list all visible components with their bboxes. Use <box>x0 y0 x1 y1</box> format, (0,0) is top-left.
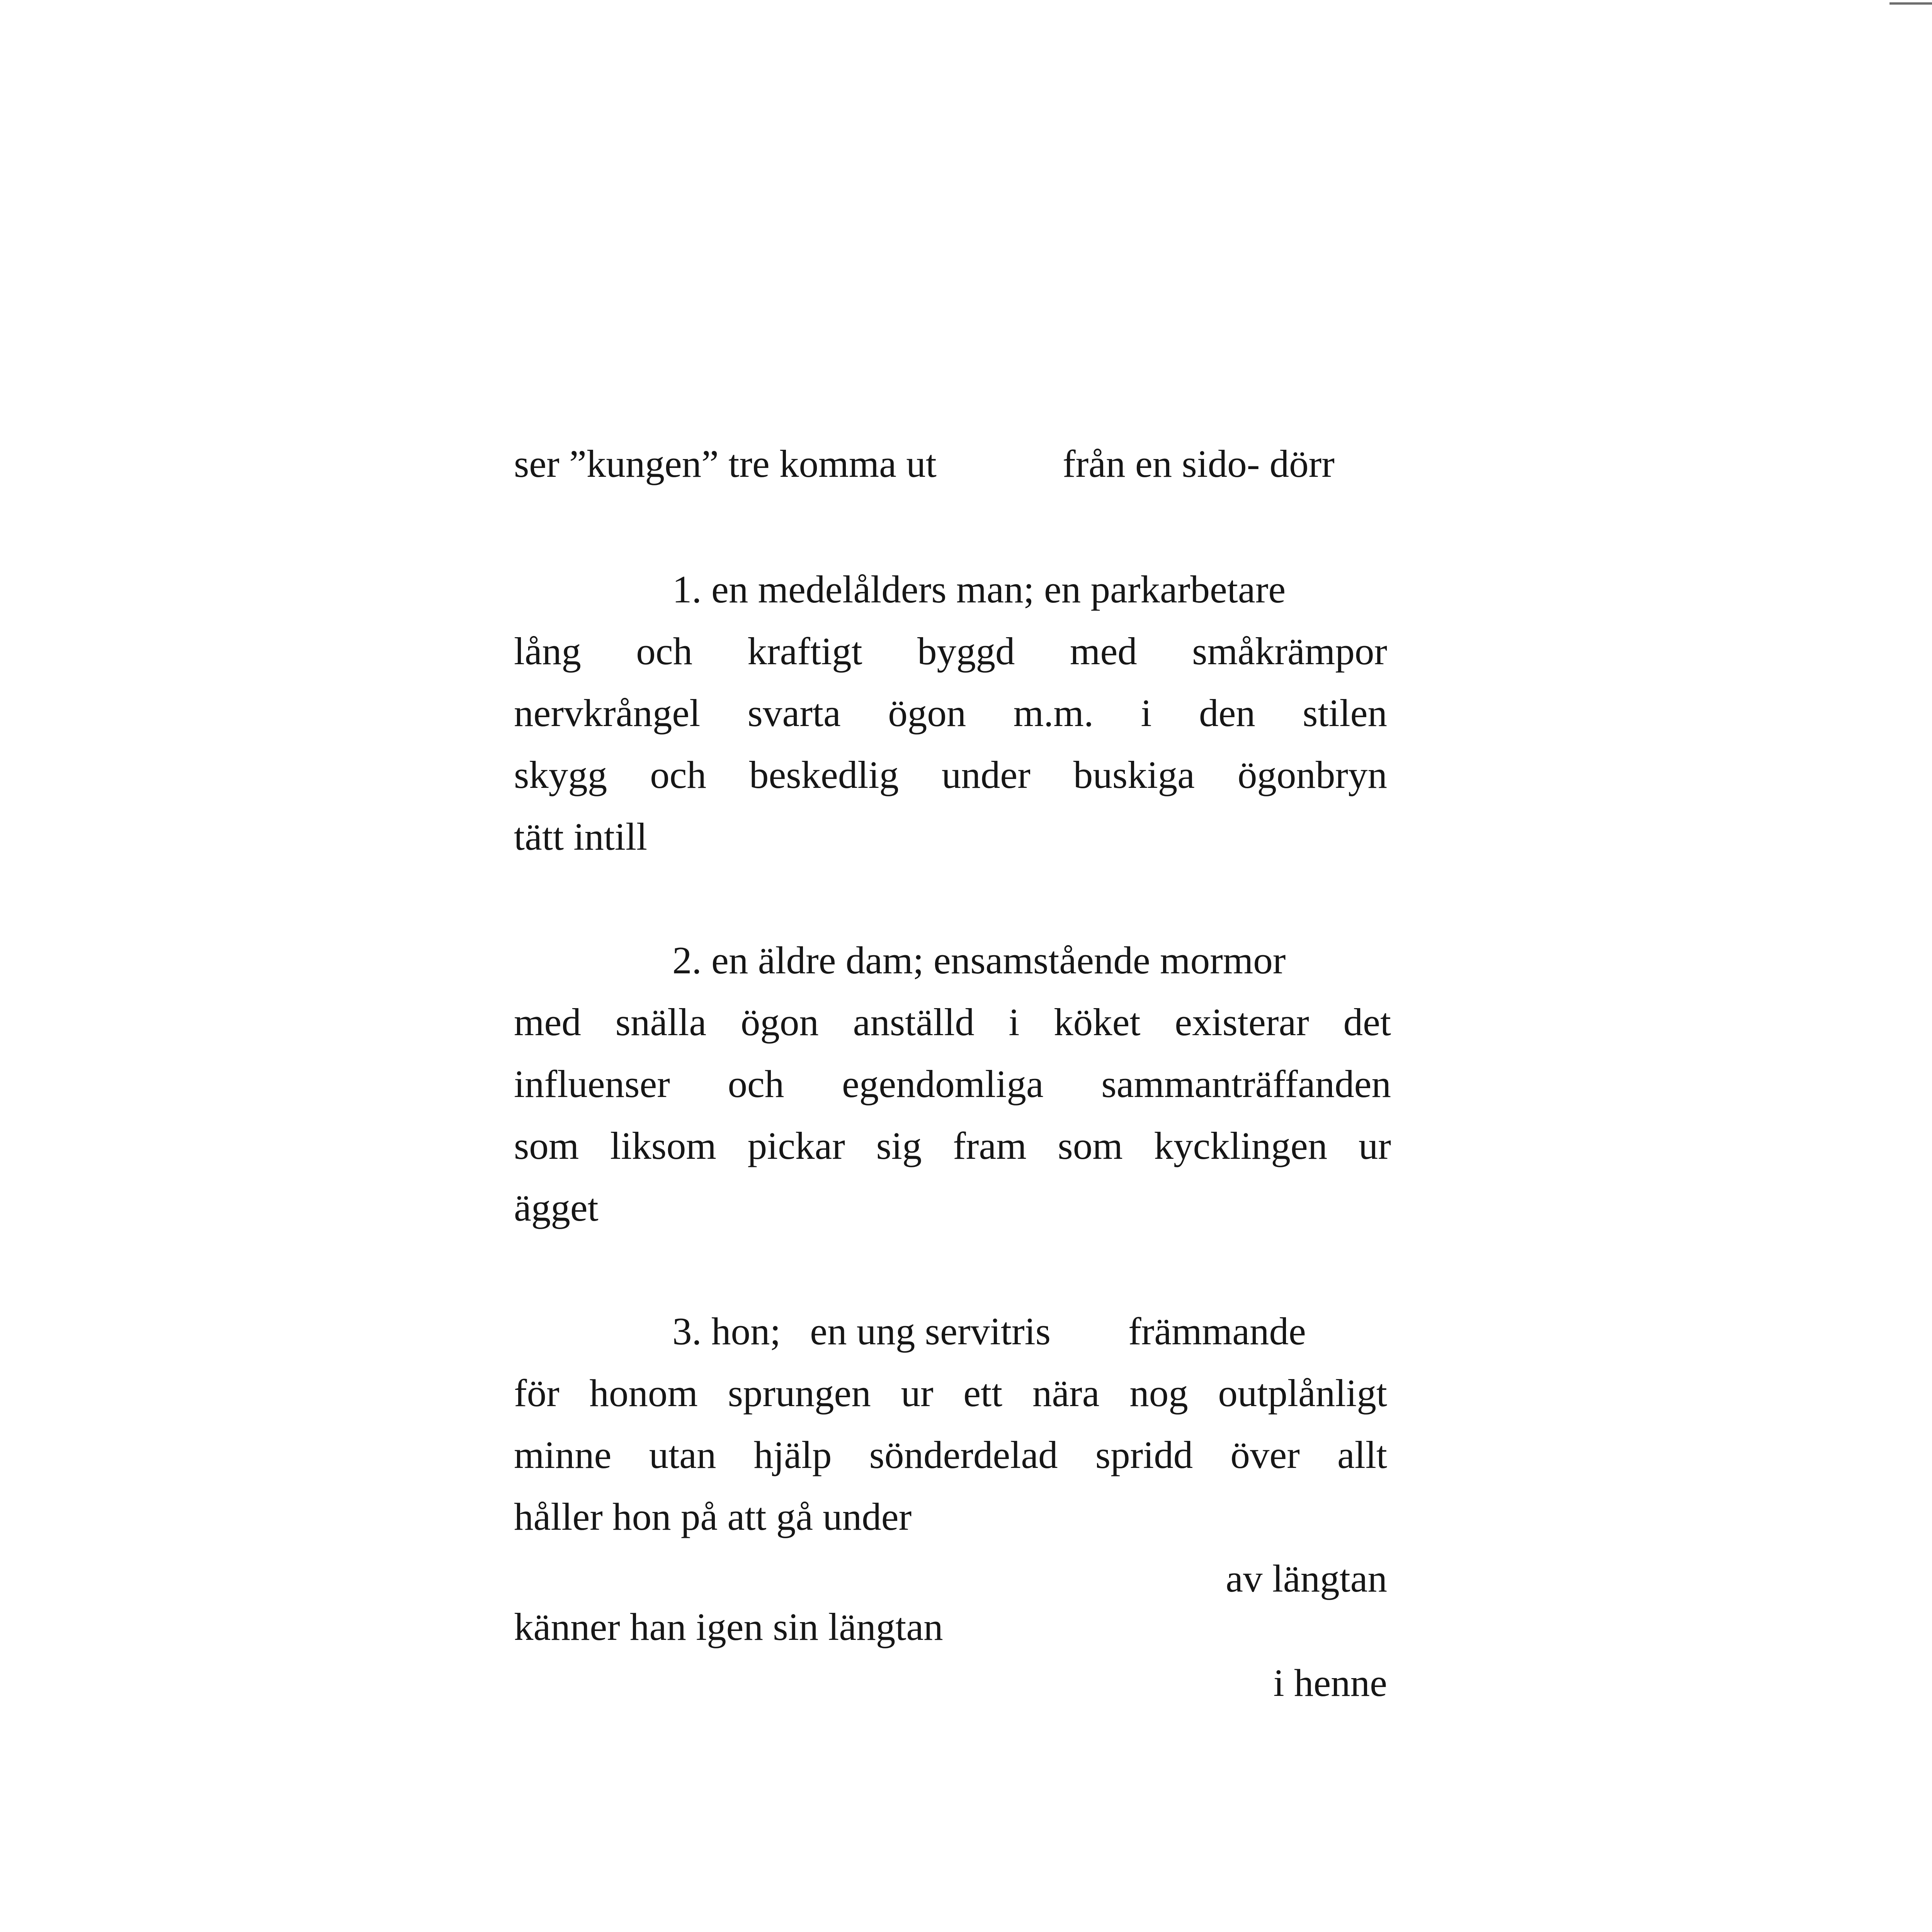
stanza3-av-langtan: av längtan <box>1226 1557 1387 1600</box>
stanza2-line-5: ägget <box>514 1186 599 1229</box>
stanza1-line-4: skygg och beskedlig under buskiga ögonbryn <box>514 753 1387 796</box>
stanza1-line-1: 1. en medelålders man; en parkarbetare <box>672 568 1286 611</box>
stanza3-line-1-left: 3. hon; en ung servitris <box>672 1310 1051 1353</box>
intro-right-text: från en sido- dörr <box>1063 442 1335 485</box>
stanza3-line-2: för honom sprungen ur ett nära nog outplånligt <box>514 1371 1387 1415</box>
stanza1-line-5: tätt intill <box>514 815 648 858</box>
scan-edge-mark <box>1889 2 1932 5</box>
stanza2-line-2: med snälla ögon anställd i köket existerar det <box>514 1000 1391 1044</box>
stanza2-line-3: influenser och egendomliga sammanträffanden <box>514 1062 1391 1105</box>
stanza1-line-2: lång och kraftigt byggd med småkrämpor <box>514 629 1387 673</box>
stanza3-i-henne: i henne <box>1273 1661 1387 1704</box>
intro-left-text: ser ”kungen” tre komma ut <box>514 442 937 485</box>
stanza3-line-4: håller hon på att gå under <box>514 1495 912 1538</box>
stanza3-line-1-right: främmande <box>1128 1310 1306 1353</box>
stanza3-line-3: minne utan hjälp sönderdelad spridd över allt <box>514 1433 1387 1476</box>
stanza2-line-1: 2. en äldre dam; ensamstående mormor <box>672 939 1286 982</box>
stanza1-line-3: nervkrångel svarta ögon m.m. i den stilen <box>514 691 1387 735</box>
stanza3-kanner-line: känner han igen sin längtan <box>514 1605 943 1648</box>
stanza2-line-4: som liksom pickar sig fram som kycklingen ur <box>514 1124 1391 1167</box>
